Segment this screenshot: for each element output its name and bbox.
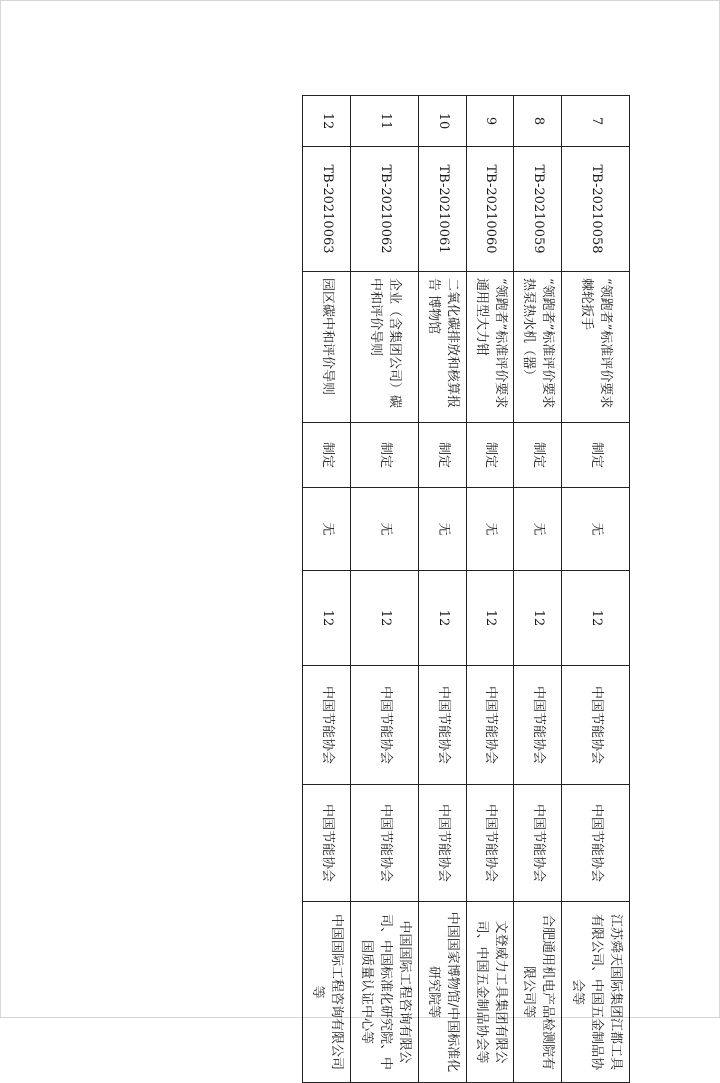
- row-number: 8: [514, 96, 562, 147]
- table-row: [419, 96, 467, 1083]
- project-code: TB-20210061: [419, 147, 467, 272]
- work-type: 制定: [514, 423, 562, 488]
- duration-months: 12: [466, 571, 514, 666]
- drafting-units: 中国国家博物馆/中国标准化研究院等: [419, 902, 467, 1083]
- replaced-standard: 无: [350, 488, 418, 571]
- work-type: 制定: [419, 423, 467, 488]
- proposing-unit: 中国节能协会: [350, 666, 418, 785]
- proposing-unit: 中国节能协会: [303, 666, 351, 785]
- proposing-unit: 中国节能协会: [561, 666, 629, 785]
- duration-months: 12: [514, 571, 562, 666]
- drafting-units: 文登威力工具集团有限公司、中国五金制品协会等: [466, 902, 514, 1083]
- standard-name: “领跑者”标准评价要求 热泵热水机（器）: [514, 272, 562, 423]
- work-type: 制定: [466, 423, 514, 488]
- project-code: TB-20210063: [303, 147, 351, 272]
- table-row: [350, 96, 418, 1083]
- project-code: TB-20210059: [514, 147, 562, 272]
- duration-months: 12: [419, 571, 467, 666]
- row-number: 10: [419, 96, 467, 147]
- project-code: TB-20210058: [561, 147, 629, 272]
- replaced-standard: 无: [466, 488, 514, 571]
- row-number: 12: [303, 96, 351, 147]
- project-code: TB-20210060: [466, 147, 514, 272]
- proposing-unit: 中国节能协会: [466, 666, 514, 785]
- proposing-unit: 中国节能协会: [419, 666, 467, 785]
- table-row: [514, 96, 562, 1083]
- work-type: 制定: [350, 423, 418, 488]
- standards-table-body: [303, 96, 630, 1083]
- row-number: 11: [350, 96, 418, 147]
- managing-unit: 中国节能协会: [514, 785, 562, 902]
- duration-months: 12: [561, 571, 629, 666]
- work-type: 制定: [303, 423, 351, 488]
- work-type: 制定: [561, 423, 629, 488]
- drafting-units: 合肥通用机电产品检测院有限公司等: [514, 902, 562, 1083]
- standard-name: “领跑者”标准评价要求 棘轮扳手: [561, 272, 629, 423]
- replaced-standard: 无: [419, 488, 467, 571]
- replaced-standard: 无: [514, 488, 562, 571]
- table-row: [466, 96, 514, 1083]
- managing-unit: 中国节能协会: [419, 785, 467, 902]
- row-number: 9: [466, 96, 514, 147]
- managing-unit: 中国节能协会: [303, 785, 351, 902]
- table-row: [561, 96, 629, 1083]
- managing-unit: 中国节能协会: [561, 785, 629, 902]
- drafting-units: 江苏舜天国际集团江都工具有限公司、中国五金制品协会等: [561, 902, 629, 1083]
- replaced-standard: 无: [561, 488, 629, 571]
- standard-name: 二氧化碳排放和核算报告 博物馆: [419, 272, 467, 423]
- managing-unit: 中国节能协会: [466, 785, 514, 902]
- replaced-standard: 无: [303, 488, 351, 571]
- duration-months: 12: [303, 571, 351, 666]
- drafting-units: 中国国际工程咨询有限公司、中国标准化研究院、中国质量认证中心等: [350, 902, 418, 1083]
- project-code: TB-20210062: [350, 147, 418, 272]
- rotated-table-wrapper: [302, 95, 630, 1073]
- standard-name: “领跑者”标准评价要求 通用型大力钳: [466, 272, 514, 423]
- row-number: 7: [561, 96, 629, 147]
- standard-name: 园区碳中和评价导则: [303, 272, 351, 423]
- managing-unit: 中国节能协会: [350, 785, 418, 902]
- proposing-unit: 中国节能协会: [514, 666, 562, 785]
- duration-months: 12: [350, 571, 418, 666]
- table-row: [303, 96, 351, 1083]
- drafting-units: 中国国际工程咨询有限公司等: [303, 902, 351, 1083]
- standard-name: 企业（含集团公司）碳中和评价导则: [350, 272, 418, 423]
- standards-table: [302, 95, 630, 1083]
